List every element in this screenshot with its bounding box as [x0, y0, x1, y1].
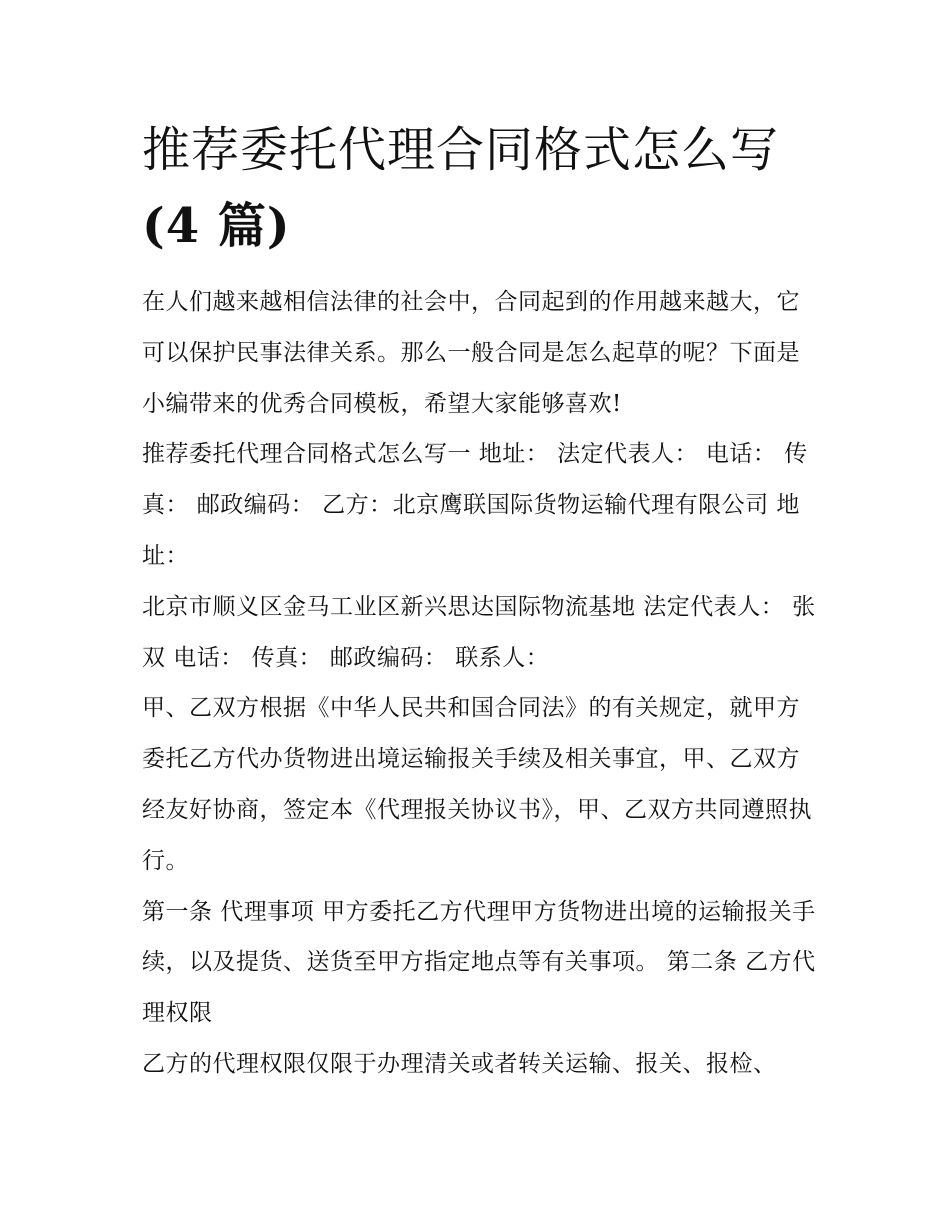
document-body: [142, 277, 822, 1090]
paragraph-article-1: 第一条 代理事项 甲方委托乙方代理甲方货物进出境的运输报关手续，以及提货、送货至甲方指定地点等有关事项。 第二条 乙方代理权限: [142, 898, 816, 1027]
document-title: [142, 112, 822, 264]
paragraph-article-2: 乙方的代理权限仅限于办理清关或者转关运输、报关、报检、: [142, 1050, 777, 1077]
paragraph-party-a: 推荐委托代理合同格式怎么写一 地址： 法定代表人： 电话： 传真： 邮政编码： 乙方：北京鹰联国际货物运输代理有限公司 地址：: [142, 441, 808, 569]
title-line-2: (4 篇): [142, 198, 291, 254]
title-line-1: 推荐委托代理合同格式怎么写: [142, 122, 780, 178]
paragraph-intro: 在人们越来越相信法律的社会中，合同起到的作用越来越大，它可以保护民事法律关系。那么一般合同是怎么起草的呢？下面是小编带来的优秀合同模板，希望大家能够喜欢!: [142, 289, 800, 417]
paragraph-preamble: 甲、乙双方根据《中华人民共和国合同法》的有关规定，就甲方委托乙方代办货物进出境运输报关手续及相关事宜，甲、乙双方经友好协商，签定本《代理报关协议书》，甲、乙双方共同遵照执行。: [142, 695, 812, 874]
paragraph-party-b-address: 北京市顺义区金马工业区新兴思达国际物流基地 法定代表人： 张双 电话： 传真： 邮政编码： 联系人：: [142, 593, 816, 671]
